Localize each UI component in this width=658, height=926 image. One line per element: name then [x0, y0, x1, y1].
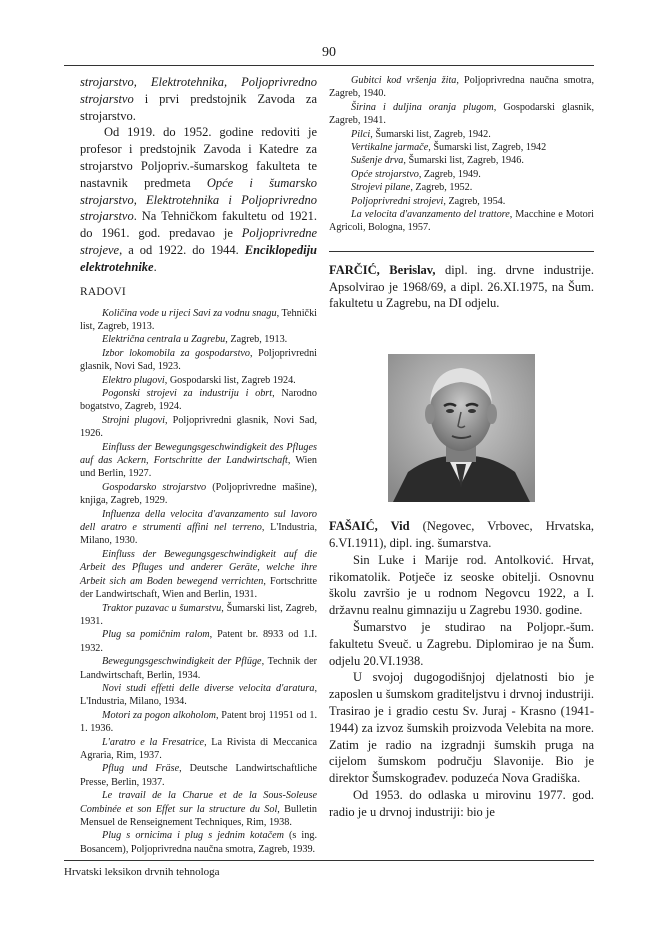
text-run: , Zagreb, 1952. — [410, 182, 473, 194]
text-run: Einfluss der Bewegungsgeschwindigkeit des Pfluges auf das Ackern, Fortschritte der Landwirtschaft — [80, 441, 317, 467]
portrait-photo — [388, 354, 535, 502]
text-run: Plug sa pomičnim ralom — [102, 629, 210, 641]
text-run: , L'Industria, Milano, 1934. — [80, 682, 317, 708]
reference-item — [329, 168, 594, 181]
text-run: Pilci — [351, 128, 371, 140]
body-paragraph: Šumarstvo je studirao na Poljopr.-šum. fakultetu Sveuč. u Zagrebu. Diplomirao je na Šum. odjelu 20.VI.1938. — [329, 620, 594, 668]
text-run: Vertikalne jarmače — [351, 142, 429, 154]
text-run: (Negovec, Vrbovec, Hrvatska, 6.VI.1911), dipl. ing. šumarstva. — [329, 519, 594, 551]
reference-item — [80, 789, 317, 829]
reference-item — [80, 374, 317, 387]
text-run: , L'Industria, Milano, 1930. — [80, 522, 318, 547]
body-paragraph: Sin Luke i Marije rod. Antolković. Hrvat, rikomatolik. Potječe iz seoske obitelji. Osnovnu školu završio je u rodnom Negovcu 1922, a I. državnu realnu gimnaziju u Zagrebu 1930. godine. — [329, 552, 594, 618]
left-reference-list — [80, 307, 317, 857]
text-run: i prvi predstojnik Zavoda za strojarstvo. — [80, 91, 317, 123]
text-run: , Fortschritte der Landwirtschaft, Wien and Berlin, 1931. — [80, 575, 318, 601]
text-run: . — [153, 259, 157, 274]
text-run: Pogonski strojevi za industriju i obrt — [102, 388, 273, 399]
text-run: , Poljoprivredna naučna smotra, Zagreb, 1940. — [329, 75, 594, 100]
text-run: , Šumarski list, Zagreb, 1931. — [80, 602, 317, 627]
header-rule — [64, 65, 594, 66]
text-run: . Na Tehničkom fakultetu od 1921. do 1961. god. predavao je — [80, 209, 317, 241]
text-run: Pflug und Fräse — [102, 763, 180, 775]
text-run: , Zagreb, 1949. — [418, 168, 481, 180]
text-run: dipl. ing. drvne industrije. Apsolvirao je 1968/69, a dipl. 26.XI.1975, na Šum. fakultetu u Zagrebu, na DI odjelu. — [329, 262, 594, 311]
text-run: , La Rivista di Meccanica Agraria, Rim, 1937. — [80, 736, 317, 761]
text-run: , Tehnički list, Zagreb, 1913. — [80, 307, 318, 332]
body-paragraph: U svojoj dugogodišnjoj djelatnosti bio je zaposlen u šumskom graditeljstvu i drvnoj industriji. Trasirao je i gradio cestu Sv. Juraj - Krasno (1941-1944) za izvoz šumskih proizvoda Velebita na more. Zatim je radio na izgradnji šumskih pruga na cijelom šumskom području Slavonije. Bio je direktor Šumskograđev. poduzeća Nova Gradiška. — [329, 670, 594, 786]
text-run: Novi studi effetti delle diverse velocita d'aratura — [102, 682, 315, 694]
text-run: , Patent br. 8933 od 1.I. 1932. — [80, 629, 317, 654]
text-run: , Narodno bogatstvo, Zagreb, 1924. — [80, 388, 317, 413]
text-run: , Macchine e Motori Agricoli, Bologna, 1957. — [329, 209, 594, 234]
reference-item — [80, 307, 317, 334]
text-run: Plug s ornicima i plug s jednim kotačem — [102, 830, 284, 842]
text-run: , Šumarski list, Zagreb, 1946. — [403, 155, 524, 167]
reference-item — [80, 762, 317, 789]
text-run: Traktor puzavac u šumarstvu — [102, 602, 222, 614]
text-run: Le travail de la Charue et de la Sous-Soleuse Combinée et son Effet sur la structure du Sol — [80, 790, 317, 815]
text-run: strojarstvo, Elektrotehnika, Poljoprivredno strojarstvo — [80, 75, 317, 106]
reference-item — [329, 101, 594, 128]
text-run: Od 1919. do 1952. godine redoviti je profesor i predstojnik Zavoda i Katedre za strojarstvo Poljopriv.-šumarskog fakulteta te nastavnik predmeta — [80, 125, 317, 190]
text-run: FAŠAIĆ, Vid — [329, 519, 410, 534]
reference-item — [329, 74, 594, 101]
reference-item — [80, 347, 317, 374]
reference-item — [80, 709, 317, 736]
reference-item — [80, 682, 317, 709]
text-run: (s ing. Bosancem), Poljoprivredna naučna smotra, Zagreb, 1939. — [80, 830, 318, 855]
text-run: Motori za pogon alkoholom — [102, 709, 217, 721]
text-run: , a od 1922. do 1944. — [119, 242, 245, 257]
text-run: , Patent broj 11951 od 1. 1. 1936. — [80, 709, 317, 735]
text-run: Izbor lokomobila za gospodarstvo — [102, 347, 251, 359]
reference-item — [329, 195, 594, 208]
text-run: Gubitci kod vršenja žita — [351, 75, 457, 86]
reference-item — [329, 154, 594, 167]
text-run: Širina i duljina oranja plugom — [351, 101, 494, 113]
text-run: Strojevi pilane — [351, 182, 411, 194]
text-run: Opće i šumarsko strojarstvo, Elektrotehnika i Poljoprivredno strojarstvo — [80, 175, 317, 224]
text-run: , Šumarski list, Zagreb, 1942. — [370, 128, 491, 140]
reference-item — [329, 141, 594, 154]
reference-item — [80, 602, 317, 629]
reference-item — [329, 181, 594, 194]
text-run: La velocita d'avanzamento del trattore — [351, 209, 510, 221]
reference-item — [80, 829, 317, 856]
text-run: Poljoprivredne strojeve — [80, 226, 317, 257]
right-reference-list — [329, 74, 594, 235]
text-run: , Technik der Landwirtschaft, Berlin, 1934. — [80, 656, 317, 681]
reference-item — [80, 655, 317, 682]
text-run: Einfluss der Bewegungsgeschwindigkeit auf die Arbeit des Pfluges und anderer Geräte, welche ihre Arbeit sich am Boden bewegend verrichten — [80, 548, 317, 587]
reference-item — [329, 208, 594, 235]
text-run: Količina vode u rijeci Savi za vodnu snagu — [102, 307, 277, 319]
text-run: , Poljoprivredni glasnik, Novi Sad, 1923. — [80, 347, 318, 373]
text-run: , Šumarski list, Zagreb, 1942 — [428, 142, 547, 154]
reference-item — [80, 441, 317, 481]
text-run: , Deutsche Landwirtschaftliche Presse, Berlin, 1937. — [80, 763, 318, 788]
entry-fasaic-heading — [329, 518, 594, 552]
text-run: , Zagreb, 1954. — [443, 195, 506, 207]
footer-rule — [64, 860, 594, 861]
text-run: , Wien und Berlin, 1927. — [80, 455, 317, 480]
reference-item — [80, 548, 317, 602]
radovi-heading: RADOVI — [80, 285, 126, 298]
text-run: FARČIĆ, Berislav, — [329, 262, 436, 277]
reference-item — [80, 736, 317, 763]
page-number: 90 — [322, 45, 336, 60]
right-column — [329, 74, 594, 821]
reference-item — [329, 128, 594, 141]
text-run: Električna centrala u Zagrebu — [102, 334, 226, 346]
body-paragraph: Od 1953. do odlaska u mirovinu 1977. god. radio je u drvnoj industriji: bio je — [329, 788, 594, 819]
intro-paragraph — [80, 74, 317, 124]
text-run: Gospodarsko strojarstvo — [102, 481, 207, 493]
fasaic-body — [329, 552, 594, 821]
text-run: , Gospodarski list, Zagreb 1924. — [164, 374, 296, 386]
reference-item — [80, 333, 317, 346]
reference-item — [80, 481, 317, 508]
reference-item — [80, 414, 317, 441]
entry-farcic — [329, 262, 594, 312]
text-run: Poljoprivredni strojevi — [351, 195, 444, 207]
reference-item — [80, 508, 317, 548]
footer-title: Hrvatski leksikon drvnih tehnologa — [64, 866, 220, 878]
text-run: Sušenje drva — [351, 155, 404, 167]
text-run: , Bulletin Mensuel de Renseignement Techniques, Rim, 1938. — [80, 803, 318, 828]
text-run: Elektro plugovi — [102, 374, 165, 386]
text-run: Strojni plugovi — [102, 414, 166, 426]
career-paragraph — [80, 124, 317, 275]
text-run: , Zagreb, 1913. — [225, 334, 288, 346]
text-run: Influenza della velocita d'avanzamento sul lavoro dell aratro e strumenti affini nel terreno — [80, 508, 317, 534]
text-run: Enciklopediju elektrotehnike — [80, 242, 317, 274]
reference-item — [80, 387, 317, 414]
text-run: Opće strojarstvo — [351, 168, 419, 180]
text-run: , Gospodarski glasnik, Zagreb, 1941. — [329, 101, 594, 127]
reference-item — [80, 628, 317, 655]
text-run: Bewegungsgeschwindigkeit der Pflüge — [102, 656, 262, 668]
text-run: (Poljoprivredne mašine), knjiga, Zagreb, 1929. — [80, 481, 317, 507]
left-column — [80, 74, 317, 856]
text-run: , Poljoprivredni glasnik, Novi Sad, 1926. — [80, 414, 317, 440]
text-run: L'aratro e la Fresatrice — [102, 736, 205, 748]
